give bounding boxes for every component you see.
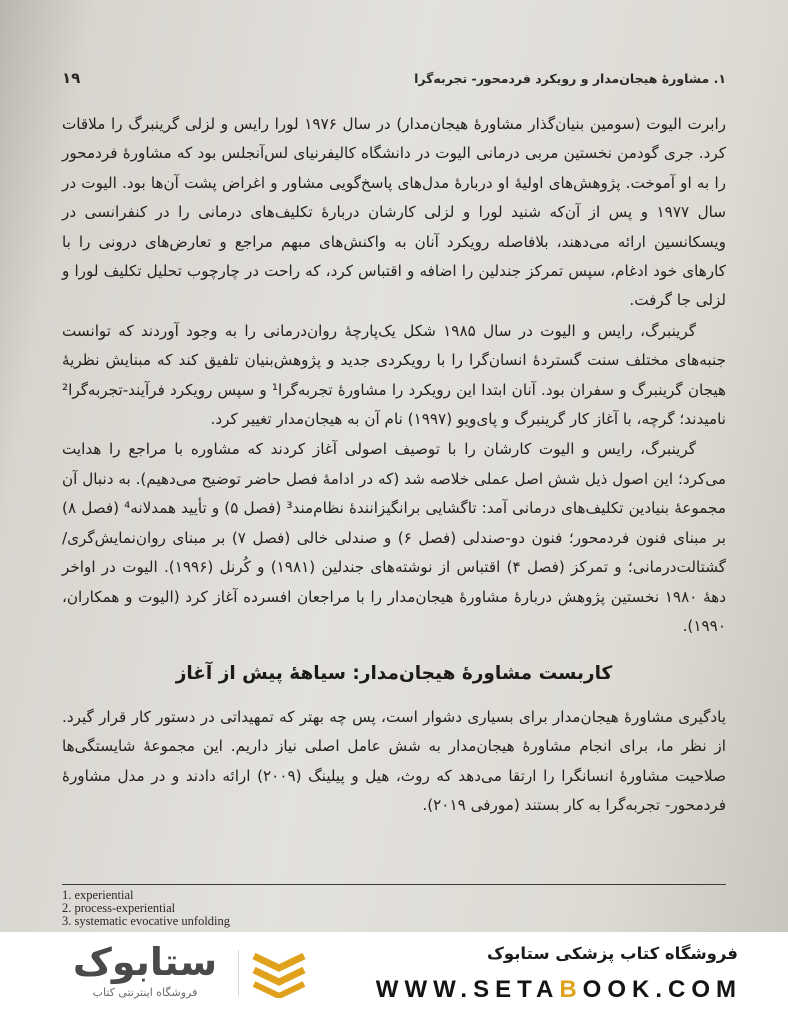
- logo-text: ستابوک: [72, 940, 218, 984]
- store-url[interactable]: [376, 976, 742, 1004]
- store-logo[interactable]: [60, 940, 320, 1004]
- section-paragraph: یادگیری مشاورهٔ هیجان‌مدار برای بسیاری دشوار است، پس چه بهتر که تمهیداتی در دستور کار قرار گیرد. از نظر ما، برای انجام مشاورهٔ هیجان‌مدار به شش عامل اصلی نیاز داریم. این مجموعهٔ شایستگی‌ها صلاحیت مشاورهٔ انسانگرا را ارتقا می‌دهد که روث، هیل و پیلینگ (۲۰۰۹) ارائه دادند و در مدل مشاورهٔ فردمحور- تجربه‌گرا به کار بستند (مورفی ۲۰۱۹).: [62, 707, 726, 814]
- footnote-3: 3. systematic evocative unfolding: [62, 914, 231, 928]
- footnote-1: 1. experiential: [62, 888, 134, 902]
- section-heading: کاربست مشاورهٔ هیجان‌مدار: سیاههٔ پیش از آغاز: [175, 663, 613, 685]
- store-name: فروشگاه کتاب پزشکی ستابوک: [487, 944, 738, 963]
- paragraph-3: گرینبرگ، رایس و الیوت کارشان را با توصیف اصولی آغاز کردند که مشاوره با مراجع را هدایت می‌کرد؛ این اصول ذیل شش اصل عملی خلاصه شد (که در ادامهٔ فصل حاضر توضیح می‌دهیم). به دنبال آن مجموعهٔ بنیادین تکلیف‌های درمانی آمد: تاگشایی برانگیزانندهٔ نظام‌مند³ (فصل ۵) و تأیید همدلانه⁴ (فصل ۸) بر مبنای فنون فردمحور؛ فنون دو-صندلی (فصل ۶) و صندلی خالی (فصل ۷) بر مبنای روان‌نمایش‌گری/ گشتالت‌درمانی؛ و تمرکز (فصل ۴) اقتباس از نوشته‌های جندلین (۱۹۸۱) و کُرنل (۱۹۹۶). الیوت در اواخر دههٔ ۱۹۸۰ نخستین پژوهش دربارهٔ مشاورهٔ هیجان‌مدار را با مراجعان افسرده آغاز کرد (الیوت و همکاران، ۱۹۹۰).: [62, 440, 726, 635]
- paragraph-1: رابرت الیوت (سومین بنیان‌گذار مشاورهٔ هیجان‌مدار) در سال ۱۹۷۶ لورا رایس و لزلی گرینبرگ را ملاقات کرد. جری گودمن نخستین مربی درمانی الیوت در دانشگاه کالیفرنیای لس‌آنجلس بود که مشاورهٔ فردمحور را به او آموخت. پژوهش‌های اولیهٔ او دربارهٔ مدل‌های پاسخ‌گویی مشاور و اغراض پشت آن‌ها بود. الیوت در سال ۱۹۷۷ و پس از آن‌که شنید لورا و لزلی کارشان دربارهٔ تکلیف‌های درمانی را در کنفرانسی در ویسکانسین ارائه می‌دهند، بلافاصله رویکرد آنان به واکنش‌های مبهم مراجع و تعارض‌های درونی را با کارهای خود ادغام، سپس تمرکز جندلین را اضافه و اقتباس کرد، که راحت در چارچوب تحلیل تکلیف لورا و لزلی جا گرفت.: [62, 115, 727, 310]
- url-part-2: OOK.COM: [582, 976, 742, 1003]
- logo-subtitle: فروشگاه اینترنتی کتاب: [92, 986, 198, 999]
- paragraph-2: گرینبرگ، رایس و الیوت در سال ۱۹۸۵ شکل یک‌پارچهٔ روان‌درمانی را به وجود آوردند که توانست جنبه‌های مختلف سنت گستردهٔ انسان‌گرا را با رویکردی جدید و پژوهش‌بنیان تلفیق کند که مبنایش نظریهٔ هیجان گرینبرگ و سفران بود. آنان ابتدا این رویکرد را مشاورهٔ تجربه‌گرا¹ و سپس رویکرد فرآیند-تجربه‌گرا² نامیدند؛ گرچه، با آغاز کار گرینبرگ و پای‌ویو (۱۹۹۷) نام آن به هیجان‌مدار تغییر کرد.: [62, 321, 726, 429]
- url-part-1: WWW.SETA: [375, 976, 560, 1003]
- url-accent: B: [559, 976, 583, 1003]
- running-title: ۱. مشاورهٔ هیجان‌مدار و رویکرد فردمحور- تجربه‌گرا: [414, 70, 726, 86]
- footnote-2: 2. process-experiential: [62, 901, 176, 915]
- running-header: [62, 64, 726, 92]
- footnotes: [62, 884, 726, 928]
- body-text: [62, 110, 726, 820]
- logo-divider: [238, 950, 239, 996]
- book-stack-icon: [248, 946, 310, 998]
- store-banner: [0, 932, 788, 1012]
- page-number: ۱۹: [62, 69, 81, 87]
